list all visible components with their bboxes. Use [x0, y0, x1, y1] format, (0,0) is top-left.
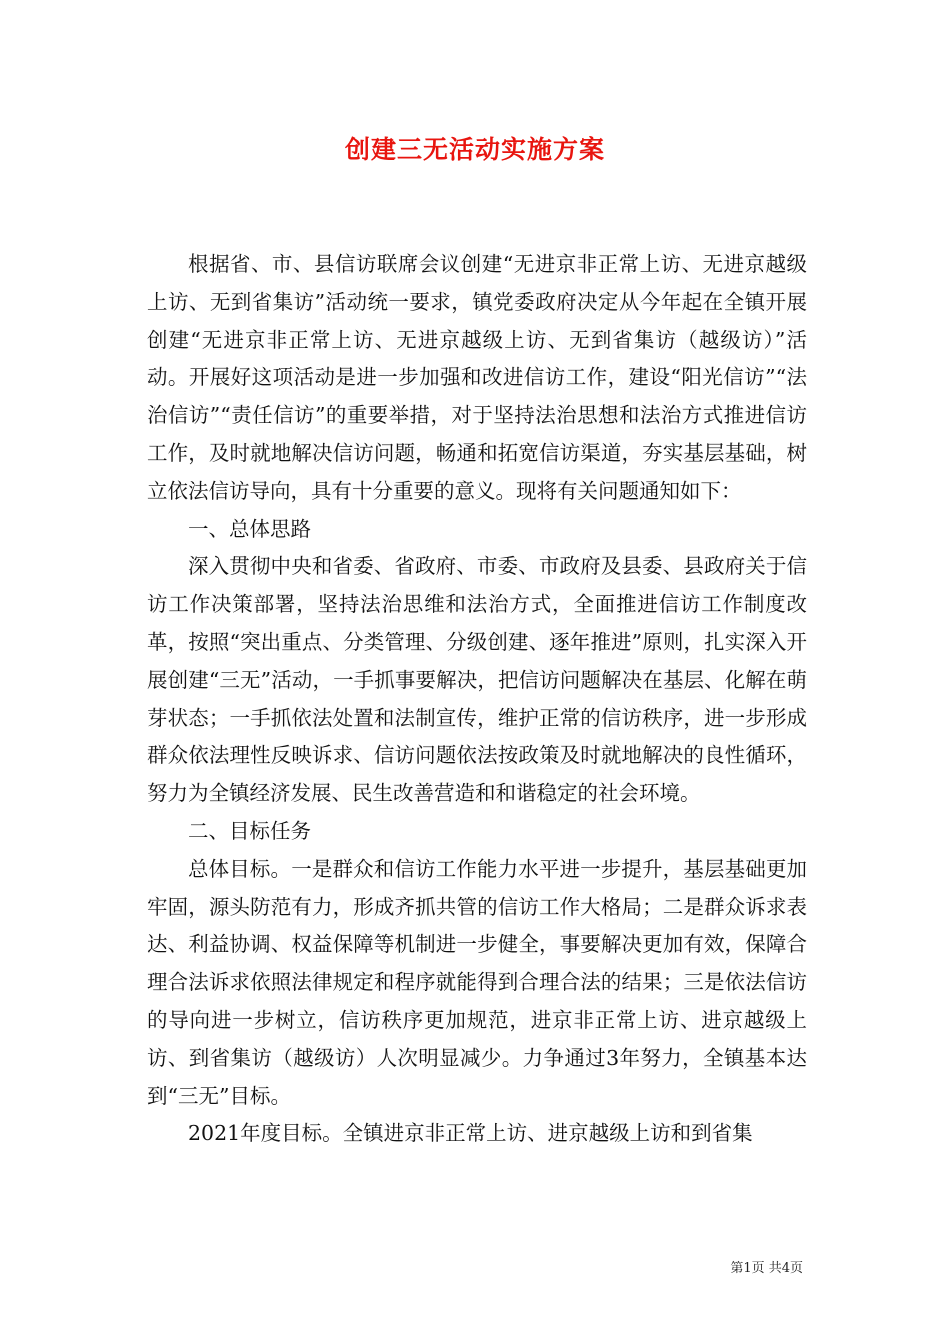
- paragraph-2021-goal: 2021年度目标。全镇进京非正常上访、进京越级上访和到省集: [188, 1121, 753, 1146]
- paragraph-intro: 根据省、市、县信访联席会议创建“无进京非正常上访、无进京越级上访、无到省集访”活动统一要求，镇党委政府决定从今年起在全镇开展创建“无进京非正常上访、无进京越级上访、无到省集访（越级访）”活动。开展好这项活动是进一步加强和改进信访工作，建设“阳光信访”“法治信访”“责任信访”的重要举措，对于坚持法治思想和法治方式推进信访工作，及时就地解决信访问题，畅通和拓宽信访渠道，夯实基层基础，树立依法信访导向，具有十分重要的意义。现将有关问题通知如下：: [147, 252, 807, 503]
- document-body: [147, 246, 807, 1153]
- section-heading-1: 一、总体思路: [188, 516, 311, 541]
- paragraph-overall-approach: 深入贯彻中央和省委、省政府、市委、市政府及县委、县政府关于信访工作决策部署，坚持法治思维和法治方式，全面推进信访工作制度改革，按照“突出重点、分类管理、分级创建、逐年推进”原则，扎实深入开展创建“三无”活动，一手抓事要解决，把信访问题解决在基层、化解在萌芽状态；一手抓依法处置和法制宣传，维护正常的信访秩序，进一步形成群众依法理性反映诉求、信访问题依法按政策及时就地解决的良性循环，努力为全镇经济发展、民生改善营造和和谐稳定的社会环境。: [147, 554, 807, 806]
- paragraph-overall-goal: 总体目标。一是群众和信访工作能力水平进一步提升，基层基础更加牢固，源头防范有力，形成齐抓共管的信访工作大格局；二是群众诉求表达、利益协调、权益保障等机制进一步健全，事要解决更加有效，保障合理合法诉求依照法律规定和程序就能得到合理合法的结果；三是依法信访的导向进一步树立，信访秩序更加规范，进京非正常上访、进京越级上访、到省集访（越级访）人次明显减少。力争通过3年努力，全镇基本达到“三无”目标。: [147, 856, 807, 1108]
- section-heading-2: 二、目标任务: [188, 818, 311, 843]
- page-number: 第1页 共4页: [730, 1261, 803, 1276]
- document-title: 创建三无活动实施方案: [344, 135, 605, 164]
